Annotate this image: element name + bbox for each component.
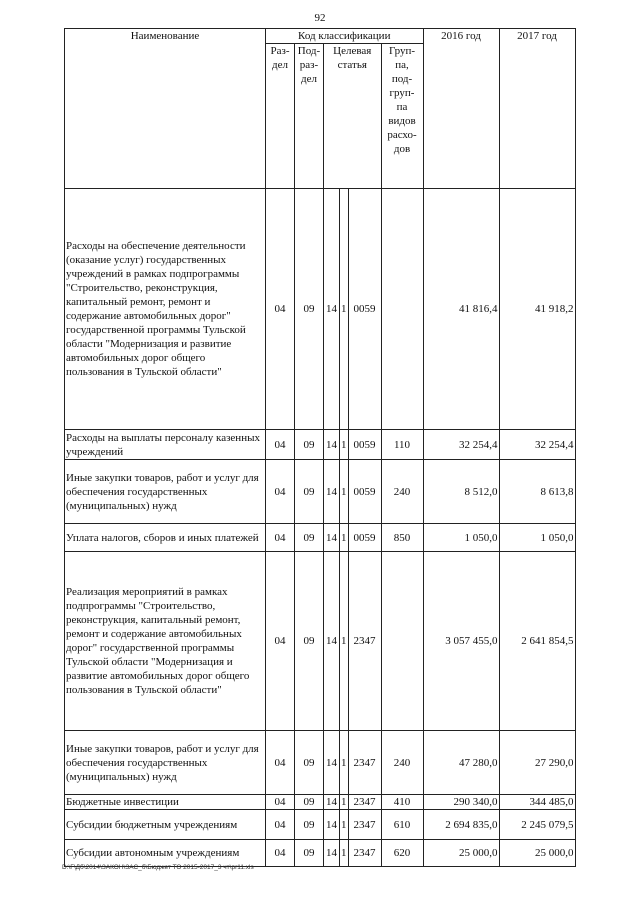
table-row (65, 524, 576, 552)
row-amount-2016: 290 340,0 (423, 795, 499, 810)
row-podrazdel: 09 (295, 524, 324, 552)
header-podrazdel: Под- раз- дел (295, 44, 324, 189)
row-expense-group (381, 552, 423, 731)
row-amount-2017: 25 000,0 (499, 840, 575, 867)
row-amount-2017: 27 290,0 (499, 731, 575, 795)
row-amount-2017: 41 918,2 (499, 189, 575, 430)
row-target-program: 14 (324, 795, 340, 810)
row-amount-2017: 32 254,4 (499, 430, 575, 460)
row-name: Субсидии автономным учреждениям (65, 840, 266, 867)
row-target-subprogram: 1 (340, 430, 349, 460)
row-name: Бюджетные инвестиции (65, 795, 266, 810)
table-row (65, 552, 576, 731)
row-target-direction: 2347 (348, 731, 381, 795)
file-path-footer: D:\Г\Дб\2014\ЗАКОН\ЗАС_б\Бюджет ТО 2015-2017_3 чт\pr11.xls (62, 864, 254, 871)
row-target-direction: 0059 (348, 430, 381, 460)
row-expense-group: 410 (381, 795, 423, 810)
table-row (65, 460, 576, 524)
row-target-subprogram: 1 (341, 796, 347, 808)
row-razdel: 04 (266, 795, 295, 810)
header-group: Груп- па, под- груп- па видов расхо- дов (381, 44, 423, 189)
row-name: Уплата налогов, сборов и иных платежей (65, 524, 266, 552)
row-target-program: 14 (324, 189, 340, 430)
header-name: Наименование (65, 29, 266, 189)
row-expense-group (381, 189, 423, 430)
table-row (65, 840, 576, 867)
row-expense-group: 240 (381, 460, 423, 524)
row-razdel: 04 (266, 731, 295, 795)
row-razdel: 04 (266, 524, 295, 552)
table-row (65, 731, 576, 795)
row-name: Расходы на обеспечение деятельности (оказание услуг) государственных учреждений в рамках подпрограммы "Строительство, реконструкция, капитальный ремонт, ремонт и содержание автомобильных дорог" государственной программы Тульской области "Модернизация и развитие автомобильных дорог общего пользования в Тульской области" (65, 189, 266, 430)
row-amount-2016: 1 050,0 (423, 524, 499, 552)
row-razdel: 04 (266, 840, 295, 867)
row-target-program: 14 (324, 430, 340, 460)
budget-table (64, 28, 576, 867)
row-name: Реализация мероприятий в рамках подпрограммы "Строительство, реконструкция, капитальный ремонт, ремонт и содержание автомобильных дорог" государственной программы Тульской области "Модернизация и развитие автомобильных дорог общего пользования в Тульской области" (65, 552, 266, 731)
row-amount-2016: 2 694 835,0 (423, 810, 499, 840)
row-expense-group: 240 (381, 731, 423, 795)
row-target-program: 14 (324, 524, 340, 552)
row-amount-2016: 47 280,0 (423, 731, 499, 795)
row-amount-2016: 3 057 455,0 (423, 552, 499, 731)
table-row (65, 189, 576, 430)
row-target-program: 14 (324, 460, 340, 524)
row-podrazdel: 09 (295, 795, 324, 810)
row-amount-2016: 32 254,4 (423, 430, 499, 460)
header-target: Целевая статья (324, 44, 382, 189)
row-name: Иные закупки товаров, работ и услуг для обеспечения государственных (муниципальных) нужд (65, 460, 266, 524)
table-row (65, 430, 576, 460)
row-target-direction: 2347 (348, 552, 381, 731)
row-razdel: 04 (266, 810, 295, 840)
row-name: Расходы на выплаты персоналу казенных учреждений (65, 430, 266, 460)
row-name: Иные закупки товаров, работ и услуг для обеспечения государственных (муниципальных) нужд (65, 731, 266, 795)
row-target-subprogram: 1 (340, 524, 349, 552)
row-razdel: 04 (266, 552, 295, 731)
row-target-program: 14 (324, 840, 340, 867)
row-amount-2016: 8 512,0 (423, 460, 499, 524)
row-target-subprogram: 1 (340, 552, 349, 731)
row-amount-2017: 344 485,0 (499, 795, 575, 810)
header-2016: 2016 год (423, 29, 499, 189)
row-target-subprogram: 1 (340, 460, 349, 524)
row-amount-2017: 2 245 079,5 (499, 810, 575, 840)
header-razdel: Раз- дел (266, 44, 295, 189)
row-target-direction: 2347 (348, 810, 381, 840)
row-target-program: 14 (324, 810, 340, 840)
row-amount-2017: 2 641 854,5 (499, 552, 575, 731)
row-podrazdel: 09 (295, 810, 324, 840)
row-target-direction: 2347 (348, 795, 381, 810)
row-target-direction: 0059 (348, 189, 381, 430)
row-expense-group: 610 (381, 810, 423, 840)
row-podrazdel: 09 (295, 552, 324, 731)
row-podrazdel: 09 (295, 840, 324, 867)
row-target-program: 14 (324, 552, 340, 731)
row-podrazdel: 09 (295, 731, 324, 795)
row-target-subprogram: 1 (340, 840, 349, 867)
row-expense-group: 850 (381, 524, 423, 552)
table-row (65, 810, 576, 840)
row-amount-2017: 8 613,8 (499, 460, 575, 524)
row-amount-2017: 1 050,0 (499, 524, 575, 552)
row-target-direction: 0059 (348, 524, 381, 552)
row-podrazdel: 09 (295, 460, 324, 524)
row-target-subprogram: 1 (340, 189, 349, 430)
row-target-direction: 2347 (348, 840, 381, 867)
row-razdel: 04 (266, 430, 295, 460)
row-target-subprogram: 1 (340, 731, 349, 795)
row-expense-group: 110 (381, 430, 423, 460)
row-name: Субсидии бюджетным учреждениям (65, 810, 266, 840)
row-podrazdel: 09 (295, 430, 324, 460)
row-target-program: 14 (324, 731, 340, 795)
row-target-direction: 0059 (348, 460, 381, 524)
row-amount-2016: 41 816,4 (423, 189, 499, 430)
row-razdel: 04 (266, 189, 295, 430)
header-code-group: Код классификации (266, 29, 424, 44)
row-amount-2016: 25 000,0 (423, 840, 499, 867)
row-razdel: 04 (266, 460, 295, 524)
header-2017: 2017 год (499, 29, 575, 189)
row-expense-group: 620 (381, 840, 423, 867)
page-number: 92 (314, 12, 326, 24)
table-row (65, 795, 576, 810)
row-podrazdel: 09 (295, 189, 324, 430)
row-target-subprogram: 1 (340, 810, 349, 840)
